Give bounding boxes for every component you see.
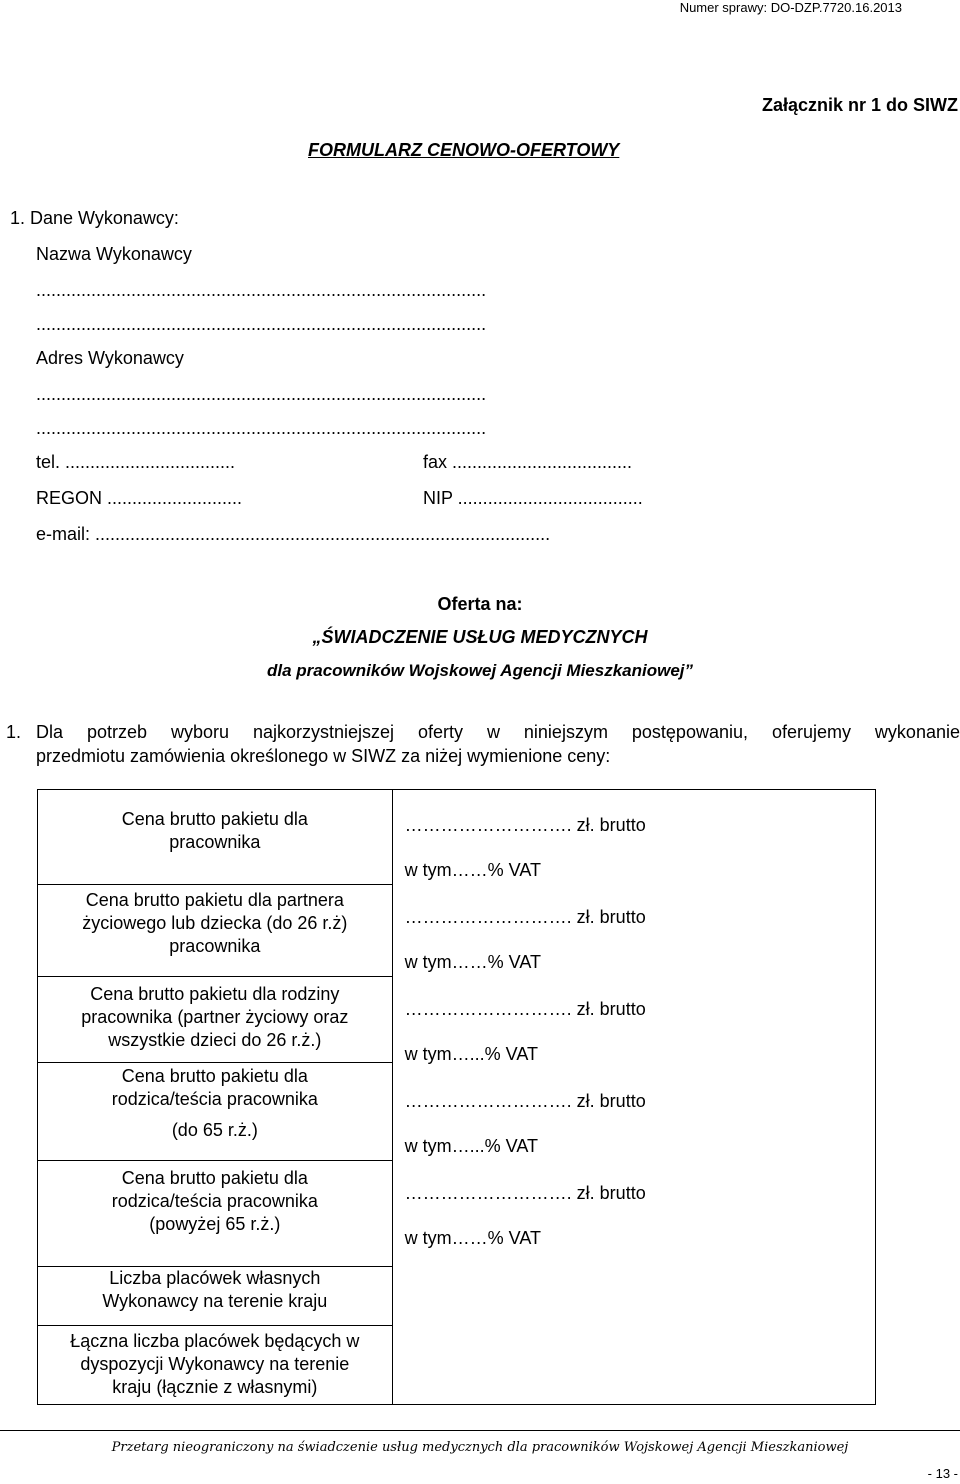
contractor-address-label: Adres Wykonawcy — [36, 348, 184, 368]
vat-parent-under-65-field[interactable]: w tym…...% VAT — [404, 1136, 539, 1156]
email-field[interactable]: e-mail: ........................................................................................... — [36, 524, 551, 544]
label-parent-under-65: Cena brutto pakietu dla rodzica/teścia pracownika (do 65 r.ż.) — [38, 1063, 392, 1161]
intro-line-2: przedmiotu zamówienia określonego w SIWZ za niżej wymienione ceny: — [36, 746, 611, 766]
footer-divider — [0, 1430, 960, 1431]
price-family-field[interactable]: ………………………. zł. brutto — [404, 999, 646, 1019]
vat-parent-over-65-field[interactable]: w tym……% VAT — [404, 1228, 542, 1248]
offer-heading: Oferta na: — [437, 594, 523, 614]
value-partner-child[interactable] — [393, 882, 875, 974]
contractor-name-line-1[interactable]: .......................................................................................... — [36, 280, 487, 300]
footer-text: Przetarg nieograniczony na świadczenie usług medycznych dla pracowników Wojskowej Agencji Mieszkaniowej — [111, 1440, 849, 1455]
case-number: Numer sprawy: DO-DZP.7720.16.2013 — [679, 0, 902, 15]
label-parent-over-65: Cena brutto pakietu dla rodzica/teścia pracownika (powyżej 65 r.ż.) — [38, 1161, 392, 1267]
price-parent-over-65-field[interactable]: ………………………. zł. brutto — [404, 1183, 646, 1203]
form-title: FORMULARZ CENOWO-OFERTOWY — [308, 140, 620, 160]
contractor-name-label: Nazwa Wykonawcy — [36, 244, 192, 264]
price-parent-under-65-field[interactable]: ………………………. zł. brutto — [404, 1091, 646, 1111]
vat-partner-child-field[interactable]: w tym……% VAT — [404, 952, 542, 972]
annex-label: Załącznik nr 1 do SIWZ — [761, 95, 958, 115]
intro-line-1: Dla potrzeb wyboru najkorzystniejszej oferty w niniejszym postępowaniu, oferujemy wykonanie — [36, 722, 960, 742]
contractor-address-line-1[interactable]: .......................................................................................... — [36, 384, 487, 404]
section-contractor: 1. Dane Wykonawcy: — [10, 208, 179, 228]
label-partner-child: Cena brutto pakietu dla partnera życiowego lub dziecka (do 26 r.ż) pracownika — [38, 885, 392, 977]
regon-field[interactable]: REGON ........................... — [36, 488, 243, 508]
value-parent-under-65[interactable] — [393, 1066, 875, 1158]
tel-field[interactable]: tel. .................................. — [36, 452, 236, 472]
price-partner-child-field[interactable]: ………………………. zł. brutto — [404, 907, 646, 927]
price-values-column — [392, 790, 875, 1405]
offer-service: „ŚWIADCZENIE USŁUG MEDYCZNYCH — [312, 627, 648, 647]
label-total-facilities: Łączna liczba placówek będących w dyspozycji Wykonawcy na terenie kraju (łącznie z własnymi) — [70, 1331, 360, 1397]
contractor-name-line-2[interactable]: .......................................................................................... — [36, 314, 487, 334]
page-number: - 13 - — [927, 1466, 958, 1481]
value-employee[interactable] — [393, 790, 875, 882]
vat-employee-field[interactable]: w tym……% VAT — [404, 860, 542, 880]
fax-field[interactable]: fax .................................... — [423, 452, 633, 472]
value-parent-over-65[interactable] — [393, 1158, 875, 1250]
label-family: Cena brutto pakietu dla rodziny pracownika (partner życiowy oraz wszystkie dzieci do 26 r.ż.) — [38, 977, 392, 1063]
price-labels-column — [38, 790, 393, 1405]
label-employee: Cena brutto pakietu dla pracownika — [38, 790, 392, 885]
nip-field[interactable]: NIP ..................................... — [423, 488, 643, 508]
intro-number: 1. — [6, 722, 22, 742]
vat-family-field[interactable]: w tym…...% VAT — [404, 1044, 539, 1064]
intro-paragraph — [6, 720, 960, 768]
label-parent-under-65-age: (do 65 r.ż.) — [171, 1120, 258, 1140]
price-employee-field[interactable]: ………………………. zł. brutto — [404, 815, 646, 835]
label-own-facilities: Liczba placówek własnych Wykonawcy na terenie kraju — [38, 1267, 392, 1326]
offer-recipient: dla pracowników Wojskowej Agencji Mieszkaniowej” — [266, 661, 694, 680]
price-table — [37, 789, 876, 1405]
contractor-address-line-2[interactable]: .......................................................................................... — [36, 418, 487, 438]
value-family[interactable] — [393, 974, 875, 1066]
